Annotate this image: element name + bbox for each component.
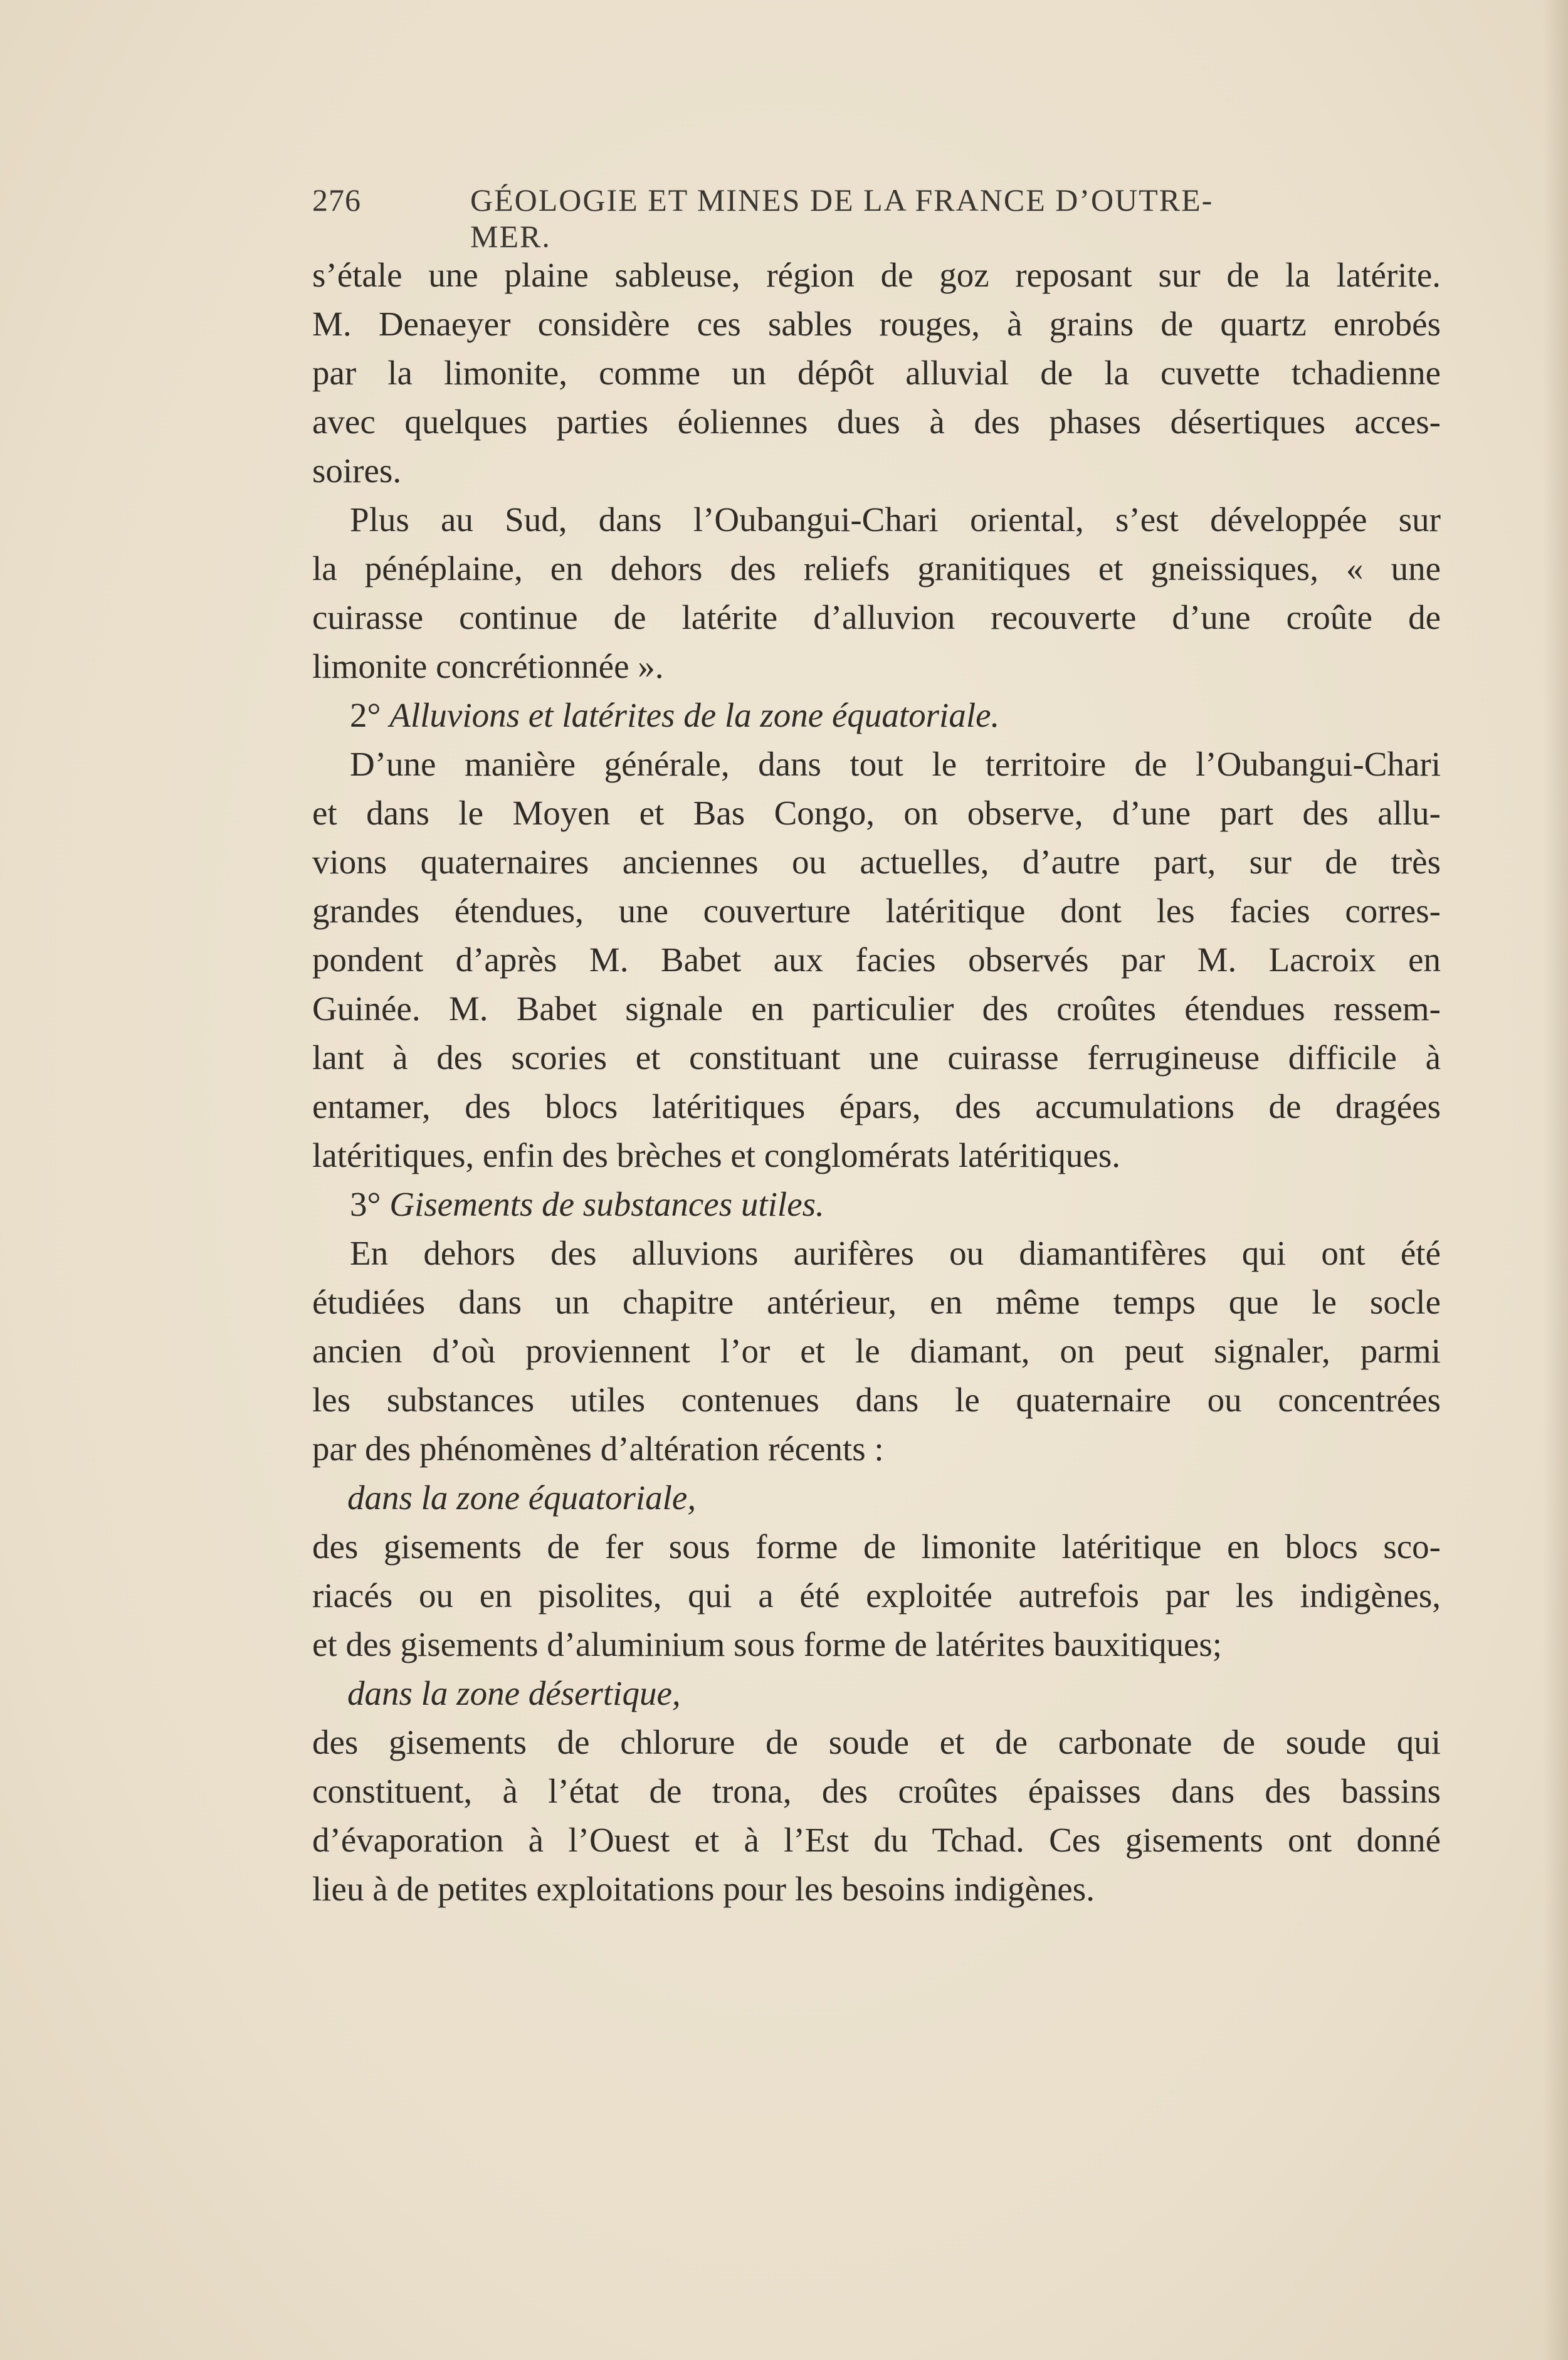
text-line: grandes étendues, une couverture latéritique dont les facies corres- (312, 892, 1441, 930)
text-line: vions quaternaires anciennes ou actuelles, d’autre part, sur de très (312, 843, 1441, 881)
text-line: Guinée. M. Babet signale en particulier des croûtes étendues ressem- (312, 989, 1441, 1028)
text-line: les substances utiles contenues dans le quaternaire ou concentrées (312, 1381, 1441, 1419)
subheading-equatorial: dans la zone équatoriale, (347, 1478, 697, 1517)
text-line: constituent, à l’état de trona, des croûtes épaisses dans des bassins (312, 1772, 1441, 1810)
section-3-title: Gisements de substances utiles. (389, 1185, 824, 1223)
text-line: lieu à de petites exploitations pour les besoins indigènes. (312, 1870, 1095, 1908)
text-line: entamer, des blocs latéritiques épars, des accumulations de dragées (312, 1087, 1441, 1125)
section-heading-2 (312, 691, 1441, 740)
text-line: ancien d’où proviennent l’or et le diamant, on peut signaler, parmi (312, 1332, 1441, 1370)
text-line: Plus au Sud, dans l’Oubangui-Chari oriental, s’est développée sur (350, 500, 1441, 539)
text-line: latéritiques, enfin des brèches et conglomérats latéritiques. (312, 1136, 1120, 1174)
subheading-desert: dans la zone désertique, (347, 1674, 681, 1712)
page-number: 276 (312, 182, 361, 218)
page-edge-shadow (1543, 0, 1568, 2360)
text-line: par des phénomènes d’altération récents : (312, 1430, 884, 1468)
text-line: cuirasse continue de latérite d’alluvion recouverte d’une croûte de (312, 598, 1441, 636)
text-line: lant à des scories et constituant une cuirasse ferrugineuse difficile à (312, 1038, 1441, 1077)
text-line: étudiées dans un chapitre antérieur, en même temps que le socle (312, 1283, 1441, 1321)
text-line: des gisements de fer sous forme de limonite latéritique en blocs sco- (312, 1527, 1441, 1566)
section-3-number: 3° (350, 1185, 381, 1223)
text-line: des gisements de chlorure de soude et de carbonate de soude qui (312, 1723, 1441, 1761)
text-line: la pénéplaine, en dehors des reliefs granitiques et gneissiques, « une (312, 549, 1441, 587)
section-heading-3 (312, 1180, 1441, 1229)
text-line: limonite concrétionnée ». (312, 647, 664, 685)
text-line: par la limonite, comme un dépôt alluvial de la cuvette tchadienne (312, 354, 1441, 392)
text-line: D’une manière générale, dans tout le territoire de l’Oubangui-Chari (350, 745, 1441, 783)
body-text (312, 251, 1441, 1914)
section-2-number: 2° (350, 696, 381, 734)
text-line: et des gisements d’aluminium sous forme de latérites bauxitiques; (312, 1625, 1223, 1663)
text-line: riacés ou en pisolites, qui a été exploitée autrefois par les indigènes, (312, 1576, 1441, 1615)
text-line: avec quelques parties éoliennes dues à des phases désertiques acces- (312, 403, 1441, 441)
text-line: soires. (312, 451, 402, 490)
text-line: pondent d’après M. Babet aux facies observés par M. Lacroix en (312, 940, 1441, 979)
text-line: M. Denaeyer considère ces sables rouges, à grains de quartz enrobés (312, 305, 1441, 343)
section-2-title: Alluvions et latérites de la zone équatoriale. (389, 696, 1000, 734)
text-line: En dehors des alluvions aurifères ou diamantifères qui ont été (350, 1234, 1441, 1272)
text-line: et dans le Moyen et Bas Congo, on observe, d’une part des allu- (312, 794, 1441, 832)
text-line: s’étale une plaine sableuse, région de goz reposant sur de la latérite. (312, 256, 1441, 294)
text-line: d’évaporation à l’Ouest et à l’Est du Tchad. Ces gisements ont donné (312, 1821, 1441, 1859)
running-title: GÉOLOGIE ET MINES DE LA FRANCE D’OUTRE-MER. (470, 182, 1214, 254)
running-header (312, 182, 1290, 254)
